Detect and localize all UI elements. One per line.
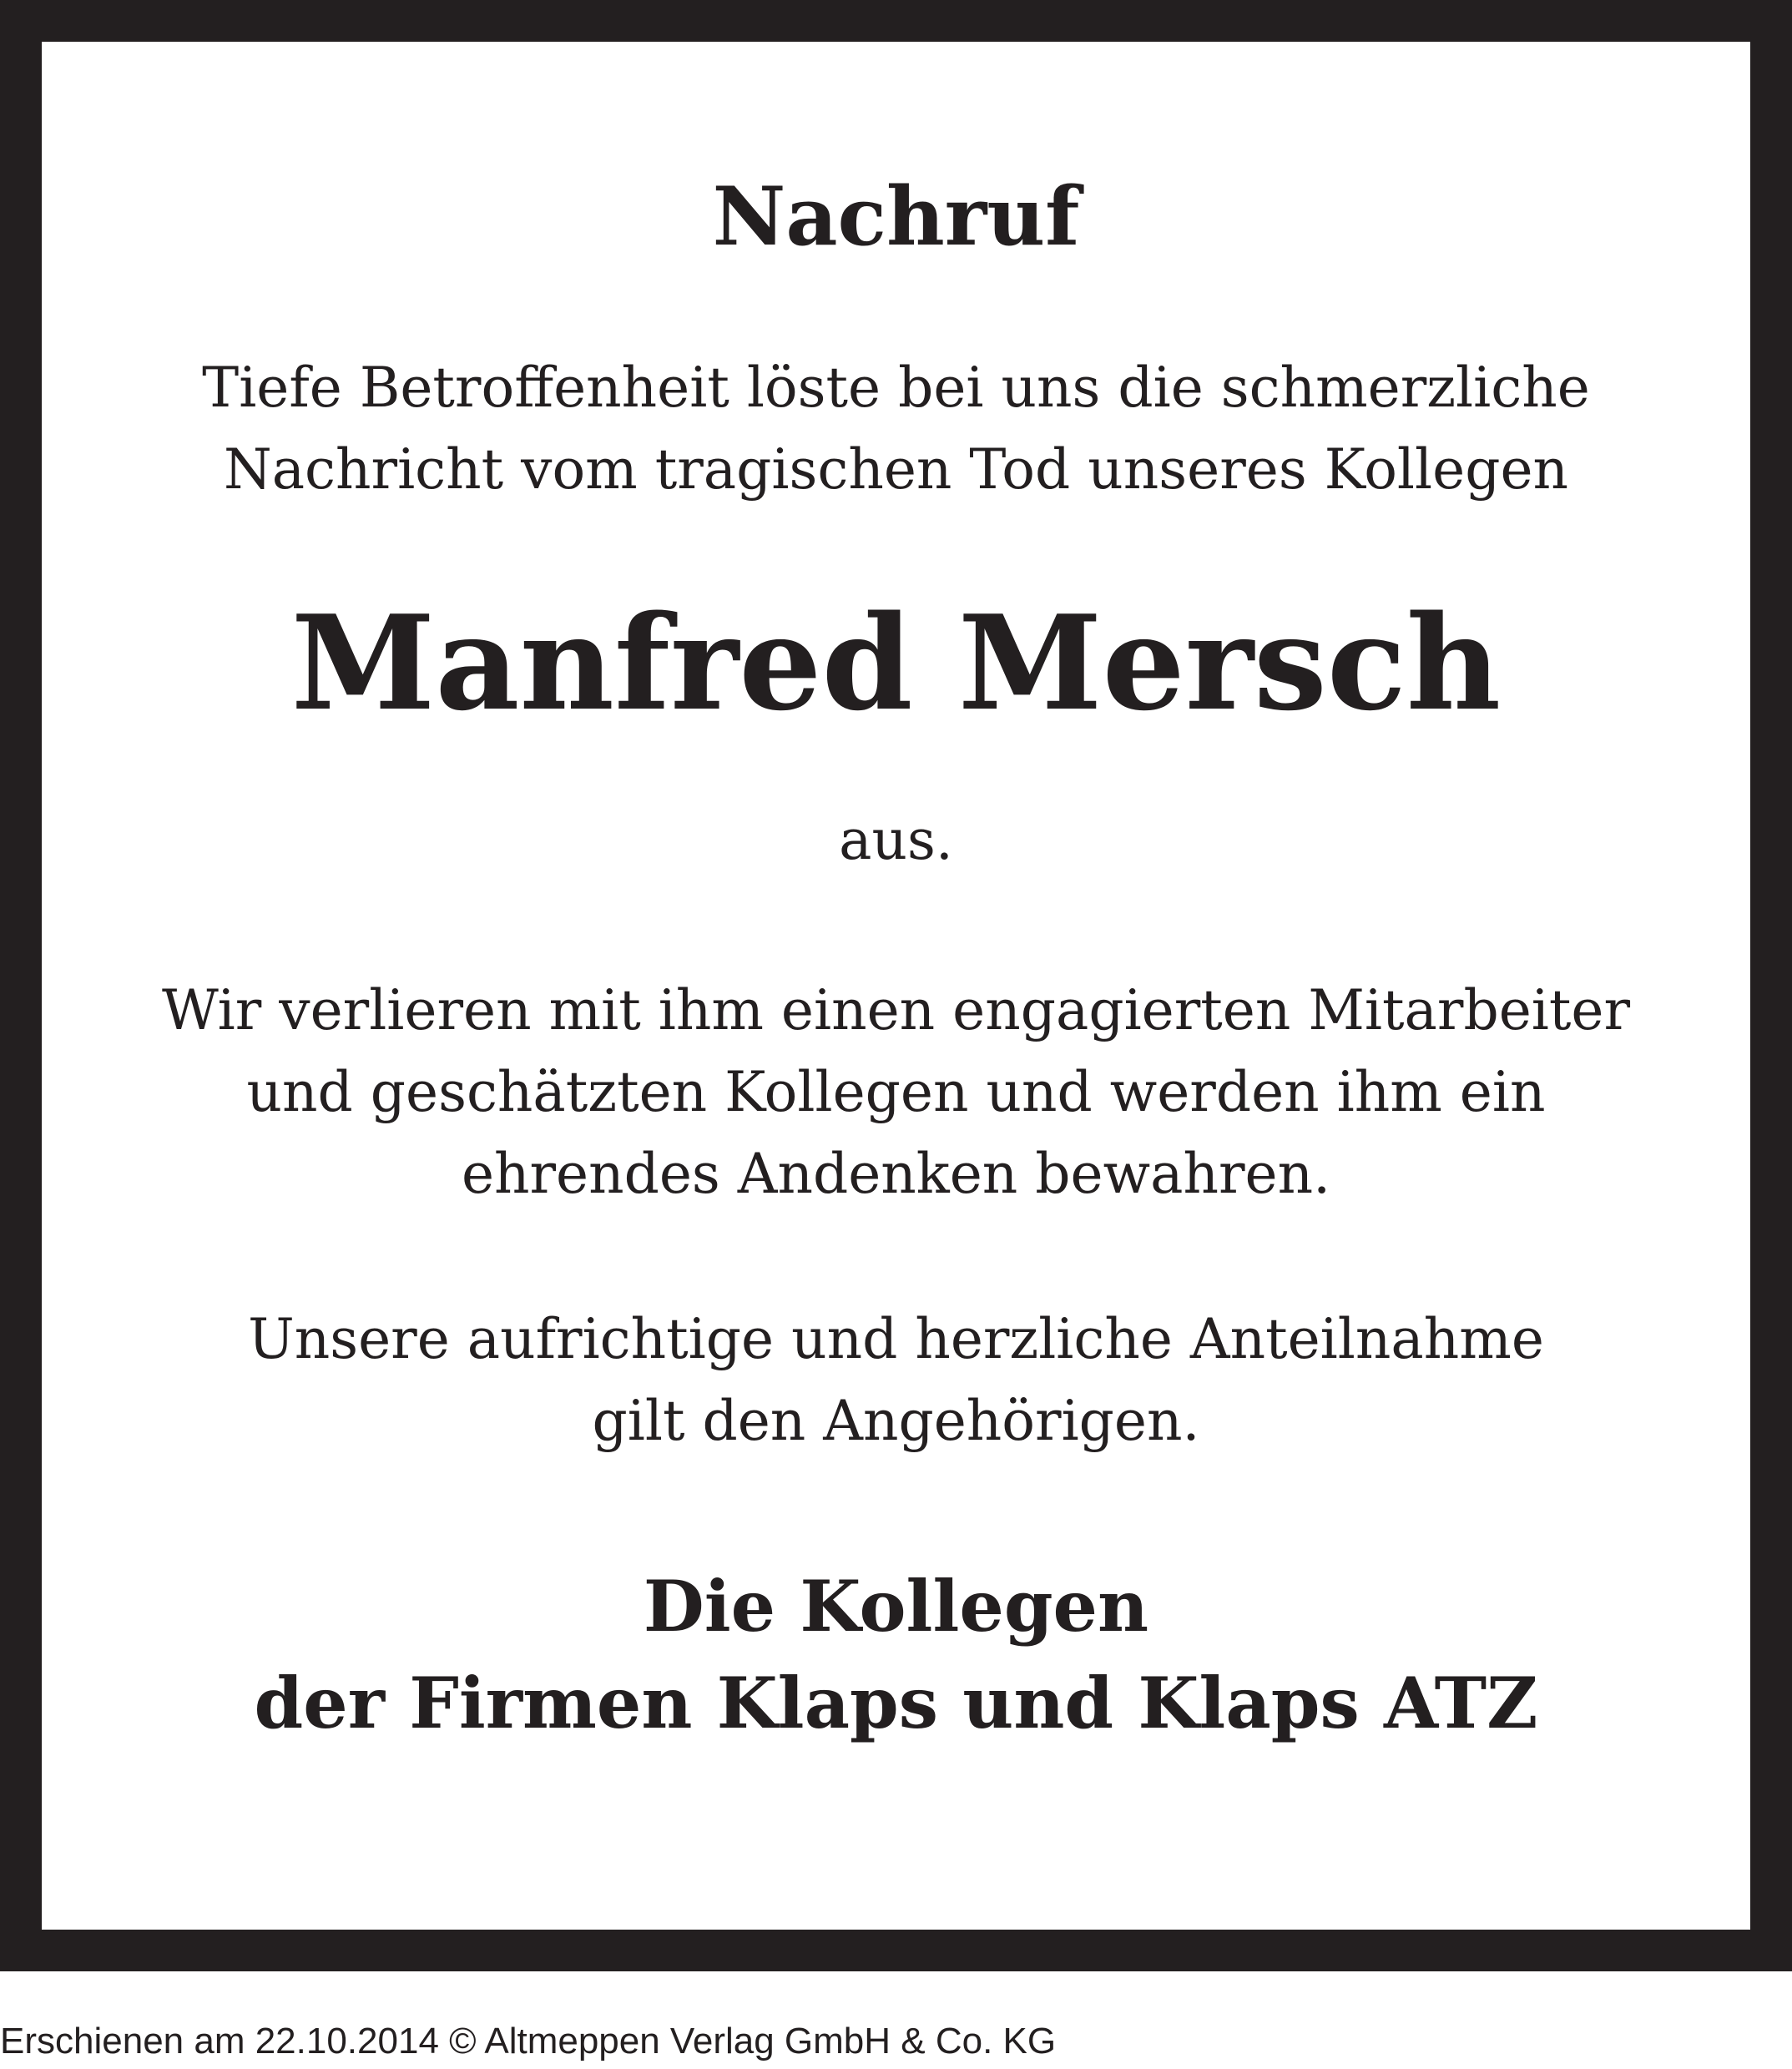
obituary-notice (42, 42, 1750, 1930)
notice-heading: Nachruf (712, 169, 1080, 264)
signature-line: Die Kollegen (643, 1565, 1149, 1648)
condolence-line: gilt den Angehörigen. (592, 1389, 1200, 1453)
tribute-line: Wir verlieren mit ihm einen engagierten Mitarbeiter (161, 978, 1631, 1042)
intro-line: Nachricht vom tragischen Tod unseres Kollegen (223, 437, 1569, 502)
intro-text (42, 347, 1750, 511)
after-name-text: aus. (839, 808, 953, 872)
tribute-paragraph (42, 970, 1750, 1215)
signature-block (42, 1558, 1750, 1752)
condolence-paragraph (42, 1299, 1750, 1462)
tribute-line: ehrendes Andenken bewahren. (461, 1142, 1331, 1206)
deceased-name: Manfred Mersch (290, 587, 1502, 739)
intro-line: Tiefe Betroffenheit löste bei uns die schmerzliche (202, 356, 1590, 420)
tribute-line: und geschätzten Kollegen und werden ihm ein (246, 1060, 1546, 1124)
signature-line: der Firmen Klaps und Klaps ATZ (254, 1662, 1538, 1744)
condolence-line: Unsere aufrichtige und herzliche Anteilnahme (248, 1307, 1544, 1371)
publication-footer: Erschienen am 22.10.2014 © Altmeppen Verlag GmbH & Co. KG (0, 2021, 1057, 2061)
